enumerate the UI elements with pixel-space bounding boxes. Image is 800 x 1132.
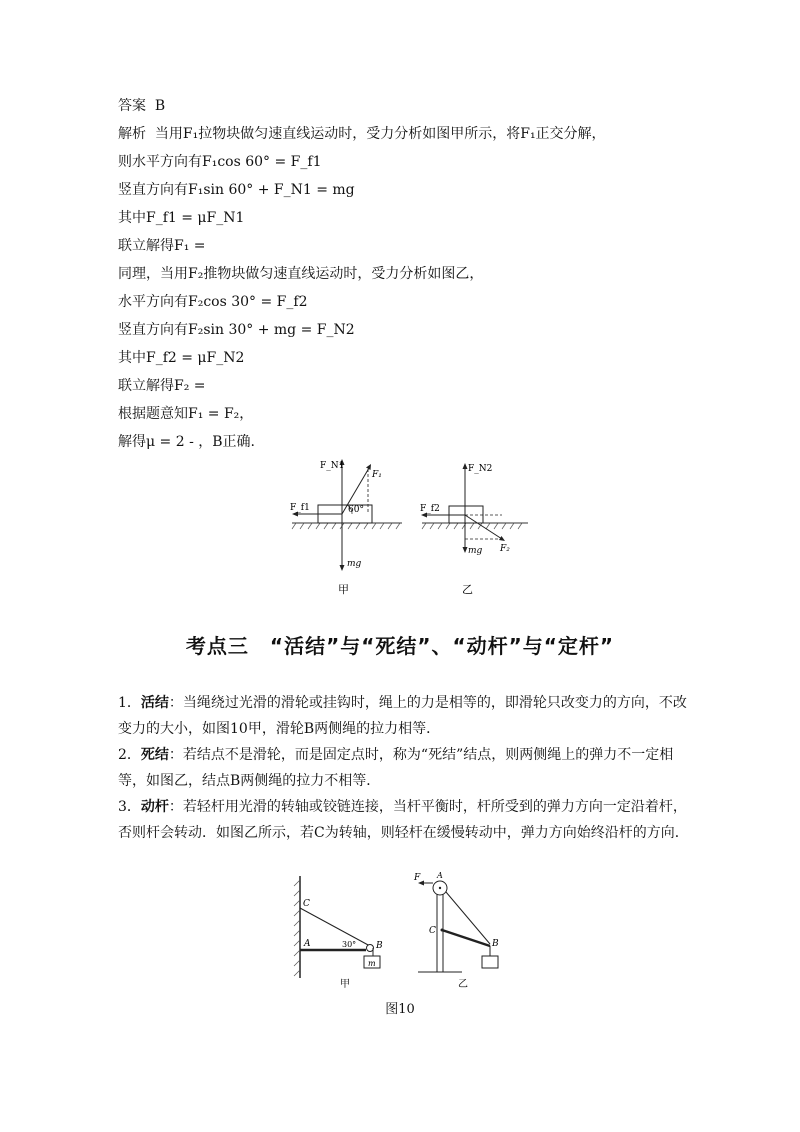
point-item-3 <box>118 794 698 846</box>
point-term: 动杆 <box>140 799 169 815</box>
analysis-line-3: 竖直方向有F₁sin 60° + F_N1 = mg <box>118 182 355 198</box>
ground-hatch <box>292 523 400 529</box>
label-applied-force: F₁ <box>372 470 382 480</box>
label-weight: mg <box>347 559 362 569</box>
diagram-yi <box>413 871 499 990</box>
label-weight: mg <box>468 546 483 556</box>
analysis-label: 解析 <box>118 126 146 142</box>
point-text: ：若轻杆用光滑的转轴或铰链连接，当杆平衡时，杆所受到的弹力方向一定沿着杆，否则杆会转动．如图乙所示，若C为转轴，则轻杆在缓慢转动中，弹力方向始终沿杆的方向． <box>118 799 689 841</box>
point-text: ：当绳绕过光滑的滑轮或挂钩时，绳上的力是相等的，即滑轮只改变力的方向，不改变力的大小，如图10甲，滑轮B两侧绳的拉力相等． <box>118 695 687 737</box>
answer-line <box>118 96 165 116</box>
rope-ab <box>446 892 490 944</box>
label-yi: 乙 <box>462 583 473 596</box>
label-angle: 60° <box>348 505 364 515</box>
label-b: B <box>492 939 499 949</box>
answer-value: B <box>154 98 166 114</box>
force-diagram-figure <box>290 455 530 600</box>
label-c: C <box>303 899 310 909</box>
point-term: 活结 <box>140 695 169 711</box>
label-a: A <box>304 939 311 949</box>
analysis-line-2: 则水平方向有F₁cos 60° = F_f1 <box>118 154 322 170</box>
label-jia: 甲 <box>340 979 350 990</box>
mass-block <box>482 956 498 968</box>
analysis-line-6: 同理，当用F₂推物块做匀速直线运动时，受力分析如图乙， <box>118 266 484 282</box>
analysis-line-1 <box>118 124 606 144</box>
rope-cb <box>300 908 370 946</box>
point-number: 2． <box>118 747 141 763</box>
point-item-2 <box>118 742 698 794</box>
label-b: B <box>376 941 383 951</box>
point-number: 1． <box>118 695 141 711</box>
analysis-line-10: 联立解得F₂ = <box>118 378 206 394</box>
point-number: 3． <box>118 799 141 815</box>
label-angle: 30° <box>342 940 357 949</box>
label-friction: F_f2 <box>420 504 440 514</box>
analysis-line-9: 其中F_f2 = μF_N2 <box>118 350 245 366</box>
label-yi: 乙 <box>458 979 468 990</box>
label-mass: m <box>368 959 376 968</box>
label-normal-force: F_N1 <box>320 461 345 471</box>
rope-rod-figure <box>290 870 520 992</box>
point-text: ：若结点不是滑轮，而是固定点时，称为“死结”结点，则两侧绳上的弹力不一定相等，如图乙，结点B两侧绳的拉力不相等． <box>118 747 674 789</box>
force-diagram-yi <box>420 463 528 596</box>
analysis-line-8: 竖直方向有F₂sin 30° + mg = F_N2 <box>118 322 355 338</box>
label-f: F <box>414 873 421 883</box>
diagram-jia <box>294 876 383 990</box>
label-normal-force: F_N2 <box>468 464 493 474</box>
figure-caption: 图10 <box>385 1002 415 1017</box>
answer-label: 答案 <box>118 98 146 114</box>
label-c: C <box>429 926 436 936</box>
analysis-line-11: 根据题意知F₁ = F₂， <box>118 406 254 422</box>
label-friction: F_f1 <box>290 503 310 513</box>
rod-cb <box>442 930 490 946</box>
label-a: A <box>437 871 443 880</box>
wall-hatch <box>294 880 300 976</box>
hinge-c <box>441 929 444 932</box>
ground-hatch <box>422 523 522 529</box>
analysis-line-5: 联立解得F₁ = <box>118 238 206 254</box>
analysis-line-4: 其中F_f1 = μF_N1 <box>118 210 245 226</box>
point-term: 死结 <box>140 747 169 763</box>
section-heading: 考点三 “活结”与“死结”、“动杆”与“定杆” <box>185 634 615 658</box>
label-jia: 甲 <box>338 583 349 596</box>
analysis-text: 当用F₁拉物块做匀速直线运动时，受力分析如图甲所示，将F₁正交分解， <box>154 126 606 142</box>
analysis-line-12: 解得μ = 2 - ，B正确. <box>118 434 256 450</box>
force-diagram-jia <box>290 459 402 596</box>
label-applied-force: F₂ <box>500 544 510 554</box>
point-item-1 <box>118 690 698 742</box>
pulley-b <box>367 945 374 952</box>
analysis-line-7: 水平方向有F₂cos 30° = F_f2 <box>118 294 308 310</box>
